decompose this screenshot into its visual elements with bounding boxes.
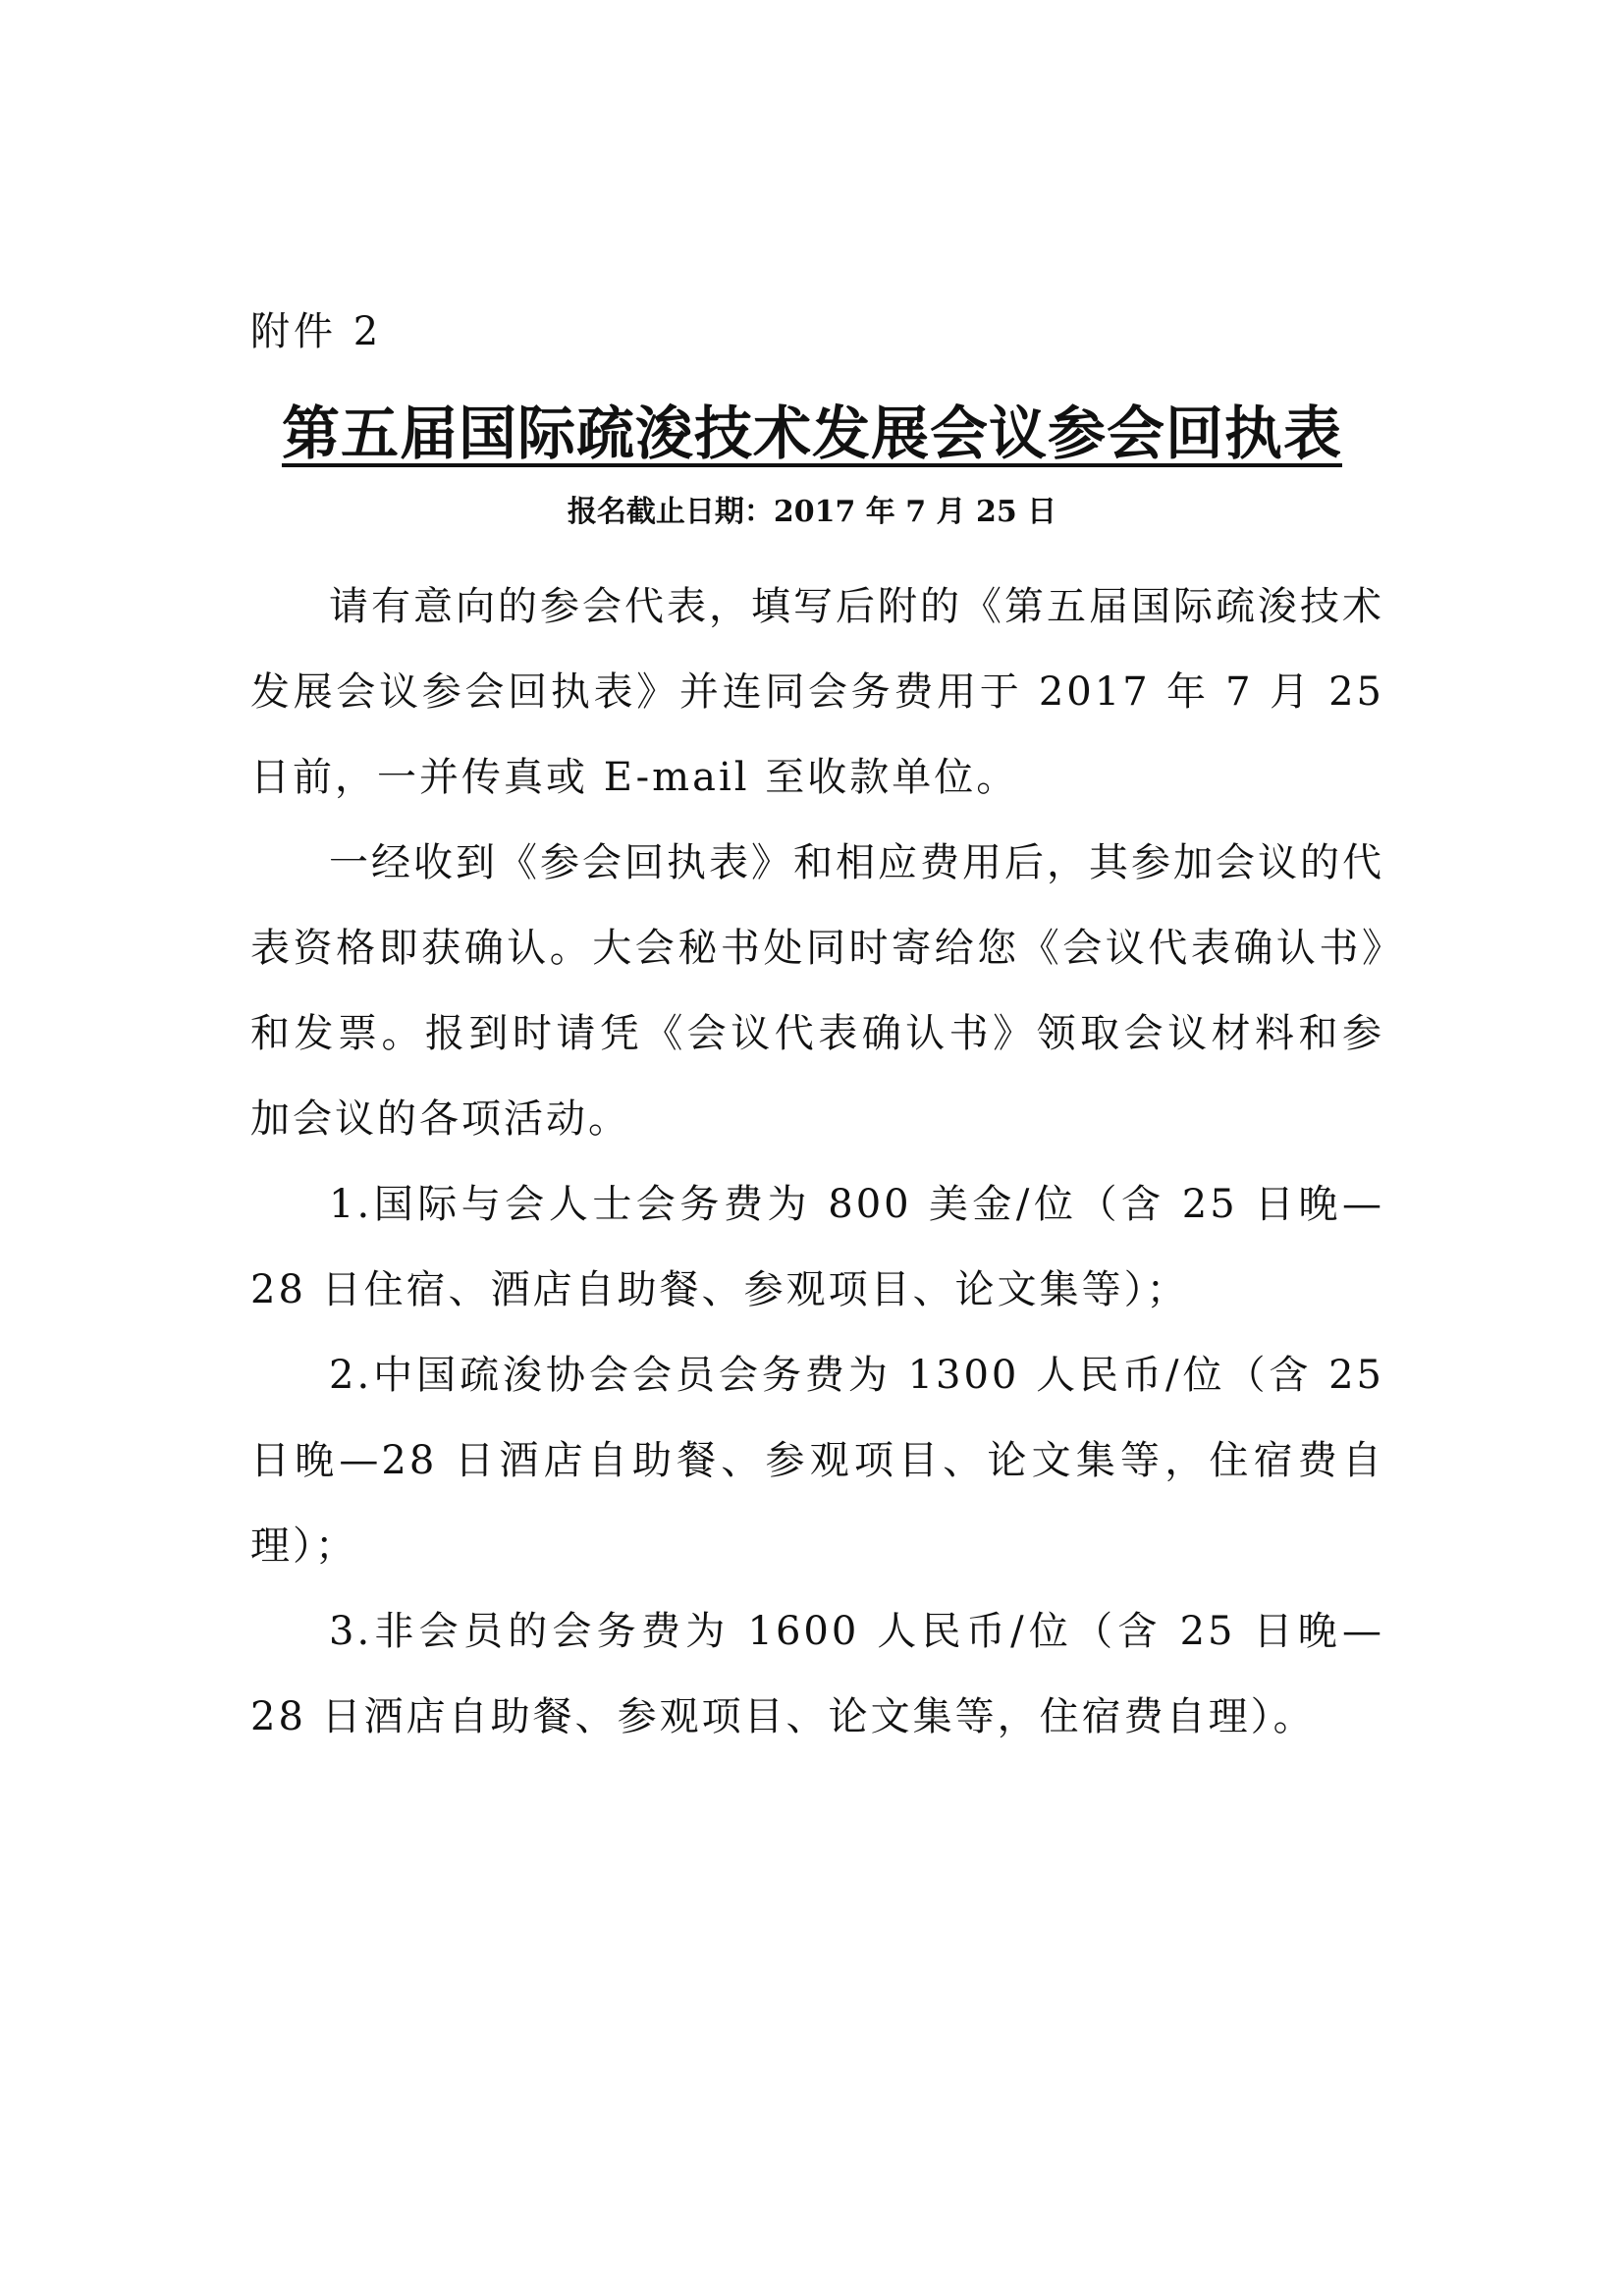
- paragraph-instructions: 请有意向的参会代表，填写后附的《第五届国际疏浚技术发展会议参会回执表》并连同会务费用于 2017 年 7 月 25 日前，一并传真或 E-mail 至收款单位。: [250, 584, 1384, 800]
- document-title-text: 第五届国际疏浚技术发展会议参会回执表: [281, 400, 1342, 467]
- document-body: [250, 564, 1384, 1760]
- fee-item-member: 2.中国疏浚协会会员会务费为 1300 人民币/位（含 25 日晚—28 日酒店自助餐、参观项目、论文集等，住宿费自理）；: [250, 1353, 1384, 1569]
- document-title: [0, 395, 1624, 473]
- fee-item-non-member: 3.非会员的会务费为 1600 人民币/位（含 25 日晚—28 日酒店自助餐、参观项目、论文集等，住宿费自理）。: [250, 1609, 1384, 1739]
- paragraph-confirmation: 一经收到《参会回执表》和相应费用后，其参加会议的代表资格即获确认。大会秘书处同时寄给您《会议代表确认书》和发票。报到时请凭《会议代表确认书》领取会议材料和参加会议的各项活动。: [250, 840, 1384, 1142]
- fee-item-international: 1.国际与会人士会务费为 800 美金/位（含 25 日晚—28 日住宿、酒店自助餐、参观项目、论文集等）；: [250, 1182, 1384, 1312]
- registration-deadline: 报名截止日期：2017 年 7 月 25 日: [567, 495, 1057, 529]
- attachment-label: 附件 2: [250, 309, 383, 354]
